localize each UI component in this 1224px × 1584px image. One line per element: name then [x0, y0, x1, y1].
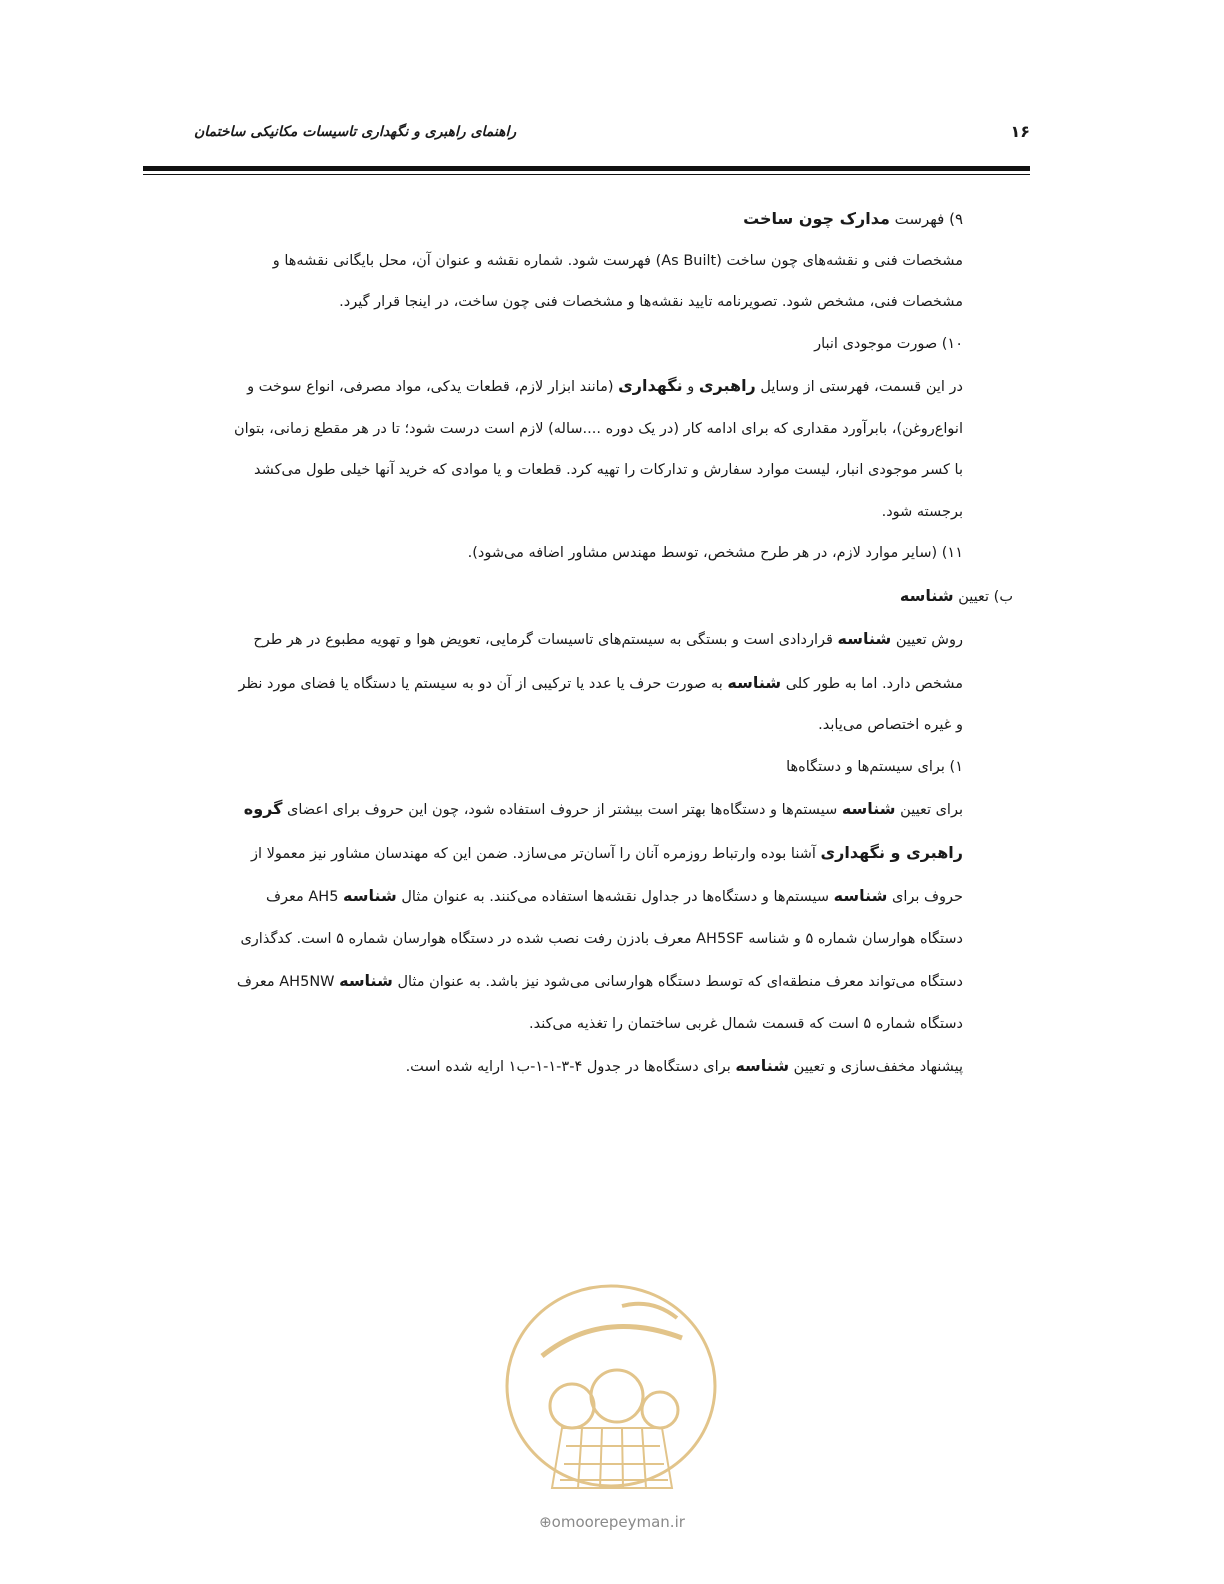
section-b-heading: ب) تعیین شناسه	[899, 585, 1013, 605]
paragraph-line: حروف برای شناسه سیستم‌ها و دستگاه‌ها در جداول نقشه‌ها استفاده می‌کنند. به عنوان مثال شناسه AH5 معرف	[265, 886, 963, 905]
paragraph-line: مشخصات فنی و نقشه‌های چون ساخت (As Built) فهرست شود. شماره نقشه و عنوان آن، محل بایگانی نقشه‌ها و	[272, 252, 963, 269]
section-11-text: ۱۱) (سایر موارد لازم، در هر طرح مشخص، توسط مهندس مشاور اضافه می‌شود).	[467, 545, 963, 561]
paragraph-line: در این قسمت، فهرستی از وسایل راهبری و نگهداری (مانند ابزار لازم، قطعات یدکی، مواد مصرفی، انواع سوخت و	[247, 376, 963, 395]
header-rule-thick	[143, 166, 1030, 171]
page-header	[160, 118, 1030, 152]
section-10-heading: ۱۰) صورت موجودی انبار	[814, 335, 963, 352]
paragraph-line: مشخصات فنی، مشخص شود. تصویرنامه تایید نقشه‌ها و مشخصات فنی چون ساخت، در اینجا قرار گیرد.	[339, 294, 963, 310]
paragraph-line: دستگاه می‌تواند معرف منطقه‌ای که توسط دستگاه هوارسانی می‌شود نیز باشد. به عنوان مثال شناسه AH5NW معرف	[236, 971, 963, 990]
paragraph-line: مشخص دارد. اما به طور کلی شناسه به صورت حرف یا عدد یا ترکیبی از آن دو به سیستم یا دستگاه یا فضای مورد نظر	[238, 672, 963, 692]
globe-icon: ⊕	[539, 1513, 552, 1531]
paragraph-line: با کسر موجودی انبار، لیست موارد سفارش و تدارکات را تهیه کرد. قطعات و یا موادی که خرید آنها خیلی طول می‌کشد	[254, 462, 963, 478]
paragraph-line: و غیره اختصاص می‌یابد.	[818, 717, 963, 733]
paragraph-line: برجسته شود.	[881, 503, 963, 520]
paragraph-line: انواع‌روغن)، بابرآورد مقداری که برای ادامه کار (در یک دوره ....ساله) لازم است درست شود؛ تا در هر مقطع زمانی، بتوان	[233, 420, 963, 437]
watermark-seal-logo	[502, 1278, 720, 1498]
page-body	[160, 198, 1013, 1089]
paragraph-line: روش تعیین شناسه قراردادی است و بستگی به سیستم‌های تاسیسات گرمایی، تعویض هوا و تهویه مطبوع در هر طرح	[253, 629, 963, 648]
paragraph-line: راهبری و نگهداری آشنا بوده وارتباط روزمره آنان را آسان‌تر می‌سازد. ضمن این که مهندسان مشاور نیز معمولا از	[250, 842, 963, 862]
section-9-title: مدارک چون ساخت	[743, 209, 890, 228]
paragraph-line: دستگاه هوارسان شماره ۵ و شناسه AH5SF معرف بادزن رفت نصب شده در دستگاه هوارسان شماره ۵ است. کدگذاری	[240, 930, 963, 947]
paragraph-line: پیشنهاد مخفف‌سازی و تعیین شناسه برای دستگاه‌ها در جدول ۴-۳-۱-۱-ب۱ ارایه شده است.	[405, 1056, 963, 1075]
section-1-heading: ۱) برای سیستم‌ها و دستگاه‌ها	[786, 758, 963, 775]
paragraph-line: برای تعیین شناسه سیستم‌ها و دستگاه‌ها بهتر است بیشتر از حروف استفاده شود، چون این حروف برای اعضای گروه	[243, 799, 963, 818]
section-b-title: شناسه	[899, 585, 954, 605]
running-title: راهنمای راهبری و نگهداری تاسیسات مکانیکی ساختمان	[194, 124, 517, 140]
page-number: ۱۶	[1010, 122, 1030, 141]
watermark-caption: ⊕omoorepeyman.ir	[539, 1513, 685, 1531]
section-9-heading: ۹) فهرست مدارک چون ساخت	[743, 209, 963, 228]
paragraph-line: دستگاه شماره ۵ است که قسمت شمال غربی ساختمان را تغذیه می‌کند.	[528, 1015, 963, 1032]
header-rule-thin	[143, 174, 1030, 175]
